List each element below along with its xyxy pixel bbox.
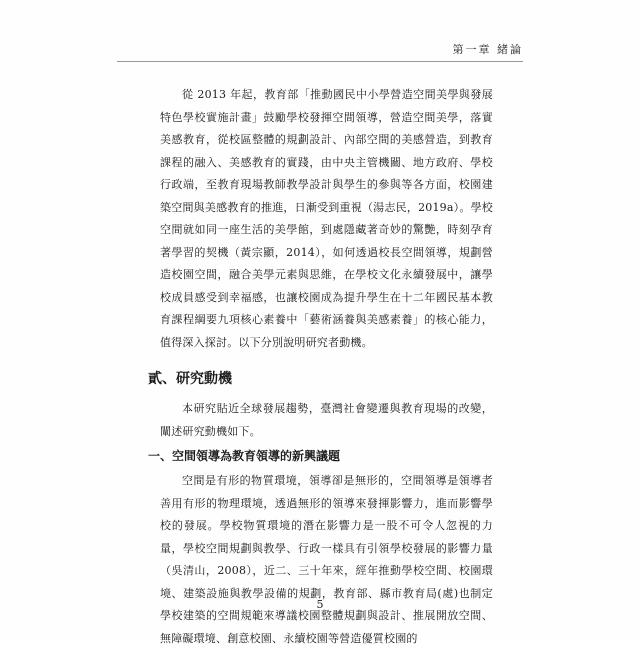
paragraph-motivation: 本研究貼近全球發展趨勢，臺灣社會變遷與教育現場的改變，闡述研究動機如下。 — [160, 402, 493, 438]
paragraph-space-leadership: 空間是有形的物質環境，領導卻是無形的，空間領導是領導者善用有形的物理環境，透過無形的領導來發揮影響力，進而影響學校的發展。學校物質環境的潛在影響力是一股不可令人忽視的力量，學校空間規劃與教學、行政一樣具有引領學校發展的影響力量（吳清山，2008），近二、三十年來，經年推動學校空間、校園環境、建築設施與教學設備的規劃，教育部、縣市教育局(處)也制定學校建築的空間規範來導議校園整體規劃與設計、推展開放空間、無障礙環境、創意校園、永續校園等營造優質校園的 — [160, 474, 493, 645]
body-text — [148, 84, 493, 650]
section-heading: 貳、研究動機 — [148, 371, 232, 387]
paragraph-intro: 從 2013 年起，教育部「推動國民中小學營造空間美學與發展特色學校實施計畫」鼓勵學校發揮空間領導，營造空間美學，落實美感教育，從校區整體的規劃設計、內部空間的美感營造，到教育課程的融入、美感教育的實踐，由中央主管機關、地方政府、學校行政端，至教育現場教師教學設計與學生的參與等各方面，校園建築空間與美感教育的推進，日漸受到重視（湯志民，2019a）。學校空間就如同一座生活的美學館，到處隱藏著奇妙的驚艷，時刻孕育著學習的契機（黃宗顯，2014），如何透過校長空間領導，規劃營造校園空間，融合美學元素與思維，在學校文化永續發展中，讓學校成員感受到幸福感，也讓校園成為提升學生在十二年國民基本教育課程綱要九項核心素養中「藝術涵養與美感素養」的核心能力，值得深入探討。以下分別說明研究者動機。 — [160, 88, 493, 349]
running-head: 第一章 緒論 — [452, 43, 523, 56]
page-number: 5 — [316, 598, 324, 611]
subsection-heading: 一、空間領導為教育領導的新興議題 — [148, 449, 341, 463]
header-rule — [117, 61, 523, 62]
